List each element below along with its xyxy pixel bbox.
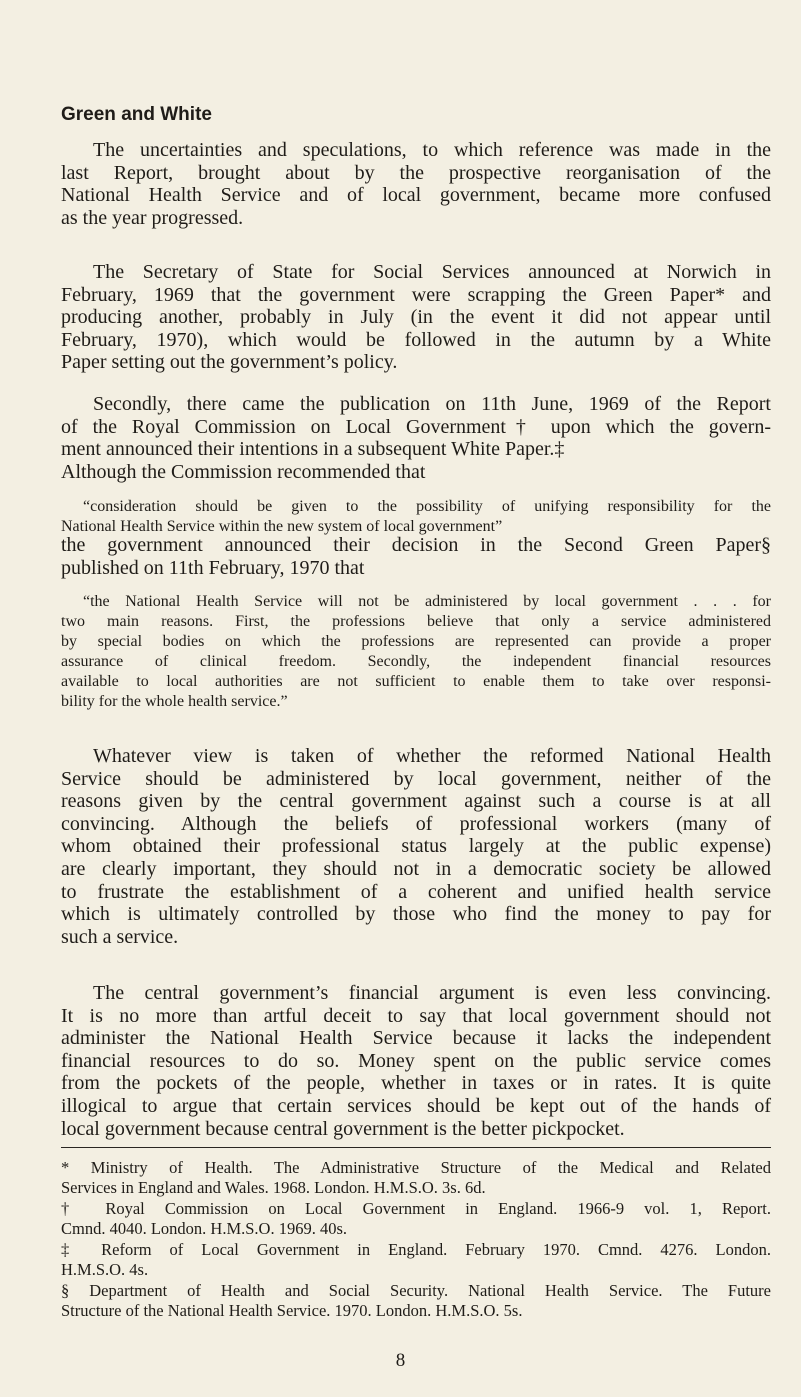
- text-line: from the pockets of the people, whether in taxes or in rates. It is quite: [61, 1072, 771, 1095]
- footnote-fn4: [61, 1281, 771, 1320]
- text-line: by special bodies on which the professions are represented can provide a proper: [61, 633, 771, 650]
- text-line: Service should be administered by local government, neither of the: [61, 767, 771, 790]
- text-line: such a service.: [61, 925, 179, 948]
- text-line: Services in England and Wales. 1968. London. H.M.S.O. 3s. 6d.: [61, 1177, 486, 1197]
- block-quote-q2: [61, 592, 771, 712]
- text-line: two main reasons. First, the professions believe that only a service administered: [61, 613, 771, 630]
- text-line: are clearly important, they should not in a democratic society be allowed: [61, 857, 771, 880]
- text-line: * Ministry of Health. The Administrative Structure of the Medical and Related: [61, 1158, 771, 1177]
- text-line: of the Royal Commission on Local Government† upon which the govern-: [61, 415, 771, 438]
- text-line: published on 11th February, 1970 that: [61, 556, 365, 579]
- text-line: ‡ Reform of Local Government in England. February 1970. Cmnd. 4276. London.: [61, 1240, 771, 1259]
- text-line: administer the National Health Service because it lacks the independent: [61, 1027, 771, 1050]
- text-line: February, 1969 that the government were scrapping the Green Paper* and: [61, 283, 771, 306]
- text-line: bility for the whole health service.”: [61, 693, 288, 710]
- paragraph-p4: [61, 745, 771, 948]
- text-line: Secondly, there came the publication on 11th June, 1969 of the Report: [93, 393, 771, 415]
- text-line: local government because central government is the better pickpocket.: [61, 1117, 625, 1140]
- text-line: “consideration should be given to the possibility of unifying responsibility for the: [83, 498, 771, 515]
- text-line: producing another, probably in July (in the event it did not appear until: [61, 306, 771, 329]
- footnote-fn2: [61, 1199, 771, 1238]
- text-line: National Health Service and of local government, became more confused: [61, 184, 771, 207]
- text-line: H.M.S.O. 4s.: [61, 1259, 149, 1279]
- text-line: reasons given by the central government against such a course is at all: [61, 790, 771, 813]
- text-line: to frustrate the establishment of a coherent and unified health service: [61, 880, 771, 903]
- paragraph-p3b: [61, 534, 771, 579]
- text-line: § Department of Health and Social Security. National Health Service. The Future: [61, 1281, 771, 1300]
- text-line: “the National Health Service will not be administered by local government . . . for: [83, 593, 771, 610]
- text-line: Paper setting out the government’s policy.: [61, 351, 398, 374]
- text-line: convincing. Although the beliefs of professional workers (many of: [61, 812, 771, 835]
- footnote-divider: [61, 1147, 771, 1148]
- text-line: National Health Service within the new system of local government”: [61, 518, 503, 535]
- text-line: Structure of the National Health Service. 1970. London. H.M.S.O. 5s.: [61, 1300, 523, 1320]
- text-line: financial resources to do so. Money spent on the public service comes: [61, 1049, 771, 1072]
- text-line: assurance of clinical freedom. Secondly, the independent financial resources: [61, 653, 771, 670]
- text-line: The central government’s financial argument is even less convincing.: [93, 982, 771, 1004]
- text-line: Although the Commission recommended that: [61, 460, 426, 483]
- text-line: available to local authorities are not sufficient to enable them to take over responsi-: [61, 673, 771, 690]
- paragraph-p1: [61, 139, 771, 229]
- text-line: the government announced their decision in the Second Green Paper§: [61, 534, 771, 556]
- text-line: illogical to argue that certain services should be kept out of the hands of: [61, 1094, 771, 1117]
- footnote-fn1: [61, 1158, 771, 1197]
- text-line: last Report, brought about by the prospective reorganisation of the: [61, 161, 771, 184]
- text-line: which is ultimately controlled by those who find the money to pay for: [61, 903, 771, 926]
- text-line: as the year progressed.: [61, 206, 244, 229]
- paragraph-p3: [61, 393, 771, 483]
- text-line: † Royal Commission on Local Government in England. 1966-9 vol. 1, Report.: [61, 1199, 771, 1218]
- text-line: Whatever view is taken of whether the reformed National Health: [93, 745, 771, 767]
- paragraph-p2: [61, 261, 771, 374]
- text-line: whom obtained their professional status largely at the public expense): [61, 835, 771, 858]
- section-heading: Green and White: [61, 104, 212, 125]
- block-quote-q1: [61, 497, 771, 537]
- text-line: The Secretary of State for Social Services announced at Norwich in: [93, 261, 771, 283]
- text-line: February, 1970), which would be followed in the autumn by a White: [61, 328, 771, 351]
- text-line: The uncertainties and speculations, to which reference was made in the: [93, 139, 771, 161]
- page-number: 8: [395, 1350, 406, 1371]
- text-line: Cmnd. 4040. London. H.M.S.O. 1969. 40s.: [61, 1218, 348, 1238]
- text-line: It is no more than artful deceit to say that local government should not: [61, 1004, 771, 1027]
- text-line: ment announced their intentions in a subsequent White Paper.‡: [61, 438, 565, 461]
- paragraph-p5: [61, 982, 771, 1140]
- footnote-fn3: [61, 1240, 771, 1279]
